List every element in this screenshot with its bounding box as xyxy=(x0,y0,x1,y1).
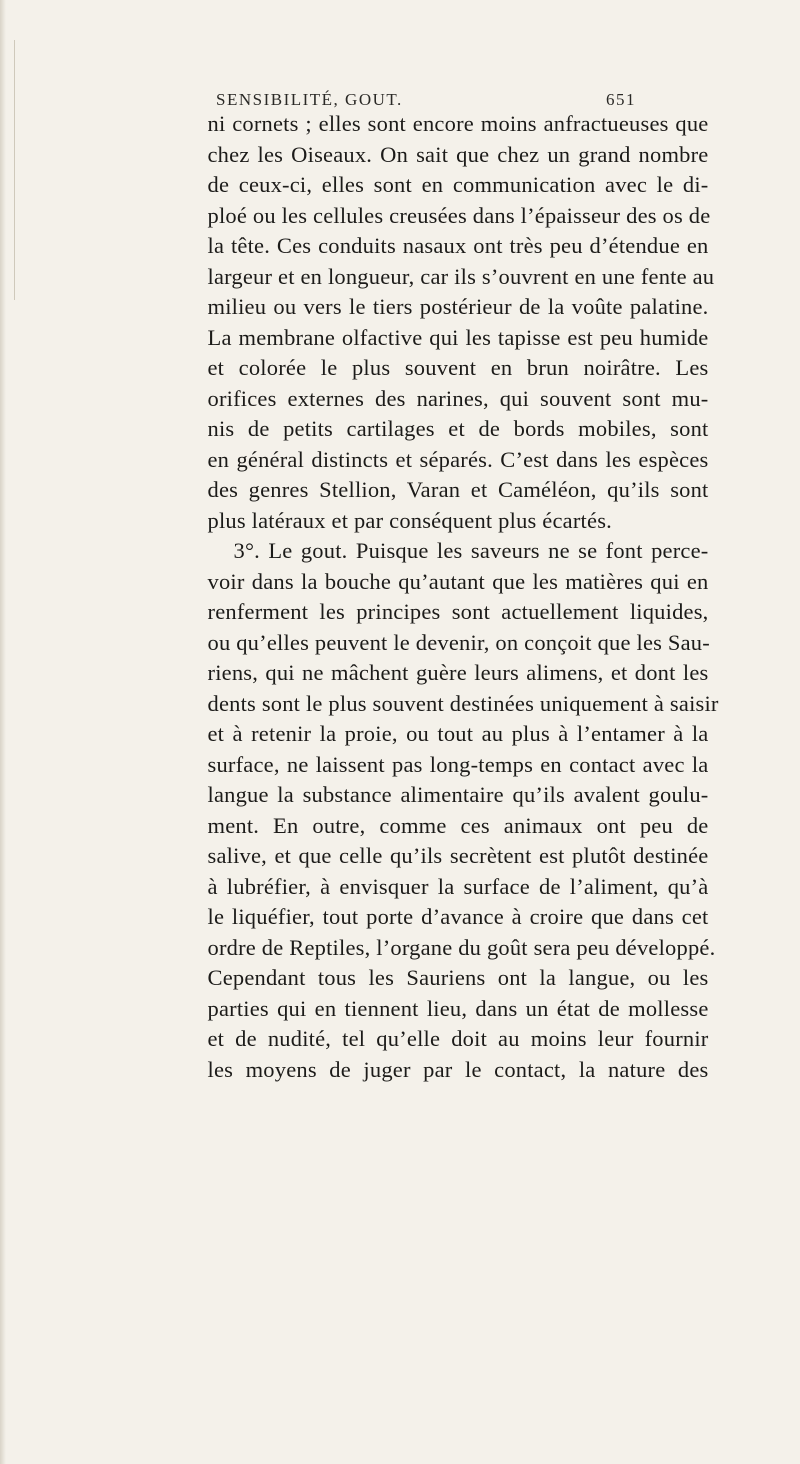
text-line: langue la substance alimentaire qu’ils avalent goulu- xyxy=(207,782,709,807)
text-line: et de nudité, tel qu’elle doit au moins leur fournir xyxy=(207,1026,709,1051)
text-line: renferment les principes sont actuellement liquides, xyxy=(207,599,709,624)
page-number: 651 xyxy=(606,90,636,109)
section-heading-line: 3°. Le gout. Puisque les saveurs ne se font perce- xyxy=(233,538,709,563)
text-line: Cependant tous les Sauriens ont la langue, ou les xyxy=(207,965,709,990)
text-line: voir dans la bouche qu’autant que les matières qui en xyxy=(207,568,709,594)
text-line: dents sont le plus souvent destinées uniquement à saisir xyxy=(207,690,719,716)
text-line: nis de petits cartilages et de bords mobiles, sont xyxy=(207,416,709,441)
text-line: orifices externes des narines, qui souvent sont mu- xyxy=(207,385,709,411)
text-line: des genres Stellion, Varan et Caméléon, qu’ils sont xyxy=(207,477,709,502)
text-line: le liquéfier, tout porte d’avance à croire que dans cet xyxy=(207,904,709,929)
text-line: de ceux-ci, elles sont en communication avec le di- xyxy=(207,172,709,197)
running-head-title: SENSIBILITÉ, GOUT. xyxy=(216,90,403,109)
text-line: ni cornets ; elles sont encore moins anfractueuses que xyxy=(207,111,709,136)
text-line: ordre de Reptiles, l’organe du goût sera peu développé. xyxy=(207,934,716,960)
text-line: à lubréfier, à envisquer la surface de l’aliment, qu’à xyxy=(207,873,709,899)
text-line: ou qu’elles peuvent le devenir, on conçoit que les Sau- xyxy=(207,629,710,655)
text-line: milieu ou vers le tiers postérieur de la voûte palatine. xyxy=(207,294,709,319)
page-edge-shadow xyxy=(14,40,15,300)
text-line: riens, qui ne mâchent guère leurs alimens, et dont les xyxy=(207,660,709,685)
text-line: chez les Oiseaux. On sait que chez un grand nombre xyxy=(207,141,709,167)
text-line: plus latéraux et par conséquent plus écartés. xyxy=(207,507,612,533)
text-line: ment. En outre, comme ces animaux ont peu de xyxy=(207,812,709,838)
text-line: ploé ou les cellules creusées dans l’épaisseur des os de xyxy=(207,202,711,228)
text-line: largeur et en longueur, car ils s’ouvrent en une fente au xyxy=(207,263,715,289)
text-line: et colorée le plus souvent en brun noirâtre. Les xyxy=(207,355,709,380)
text-line: La membrane olfactive qui les tapisse est peu humide xyxy=(207,324,709,350)
text-line: et à retenir la proie, ou tout au plus à l’entamer à la xyxy=(207,721,709,746)
page-edge xyxy=(0,0,6,1464)
text-line: en général distincts et séparés. C’est dans les espèces xyxy=(207,446,709,472)
text-line: parties qui en tiennent lieu, dans un état de mollesse xyxy=(207,995,709,1021)
text-line: les moyens de juger par le contact, la nature des xyxy=(207,1056,709,1082)
text-line: surface, ne laissent pas long-temps en contact avec la xyxy=(207,751,709,777)
text-line: la tête. Ces conduits nasaux ont très peu d’étendue en xyxy=(207,233,709,258)
text-line: salive, et que celle qu’ils secrètent est plutôt destinée xyxy=(207,843,709,868)
